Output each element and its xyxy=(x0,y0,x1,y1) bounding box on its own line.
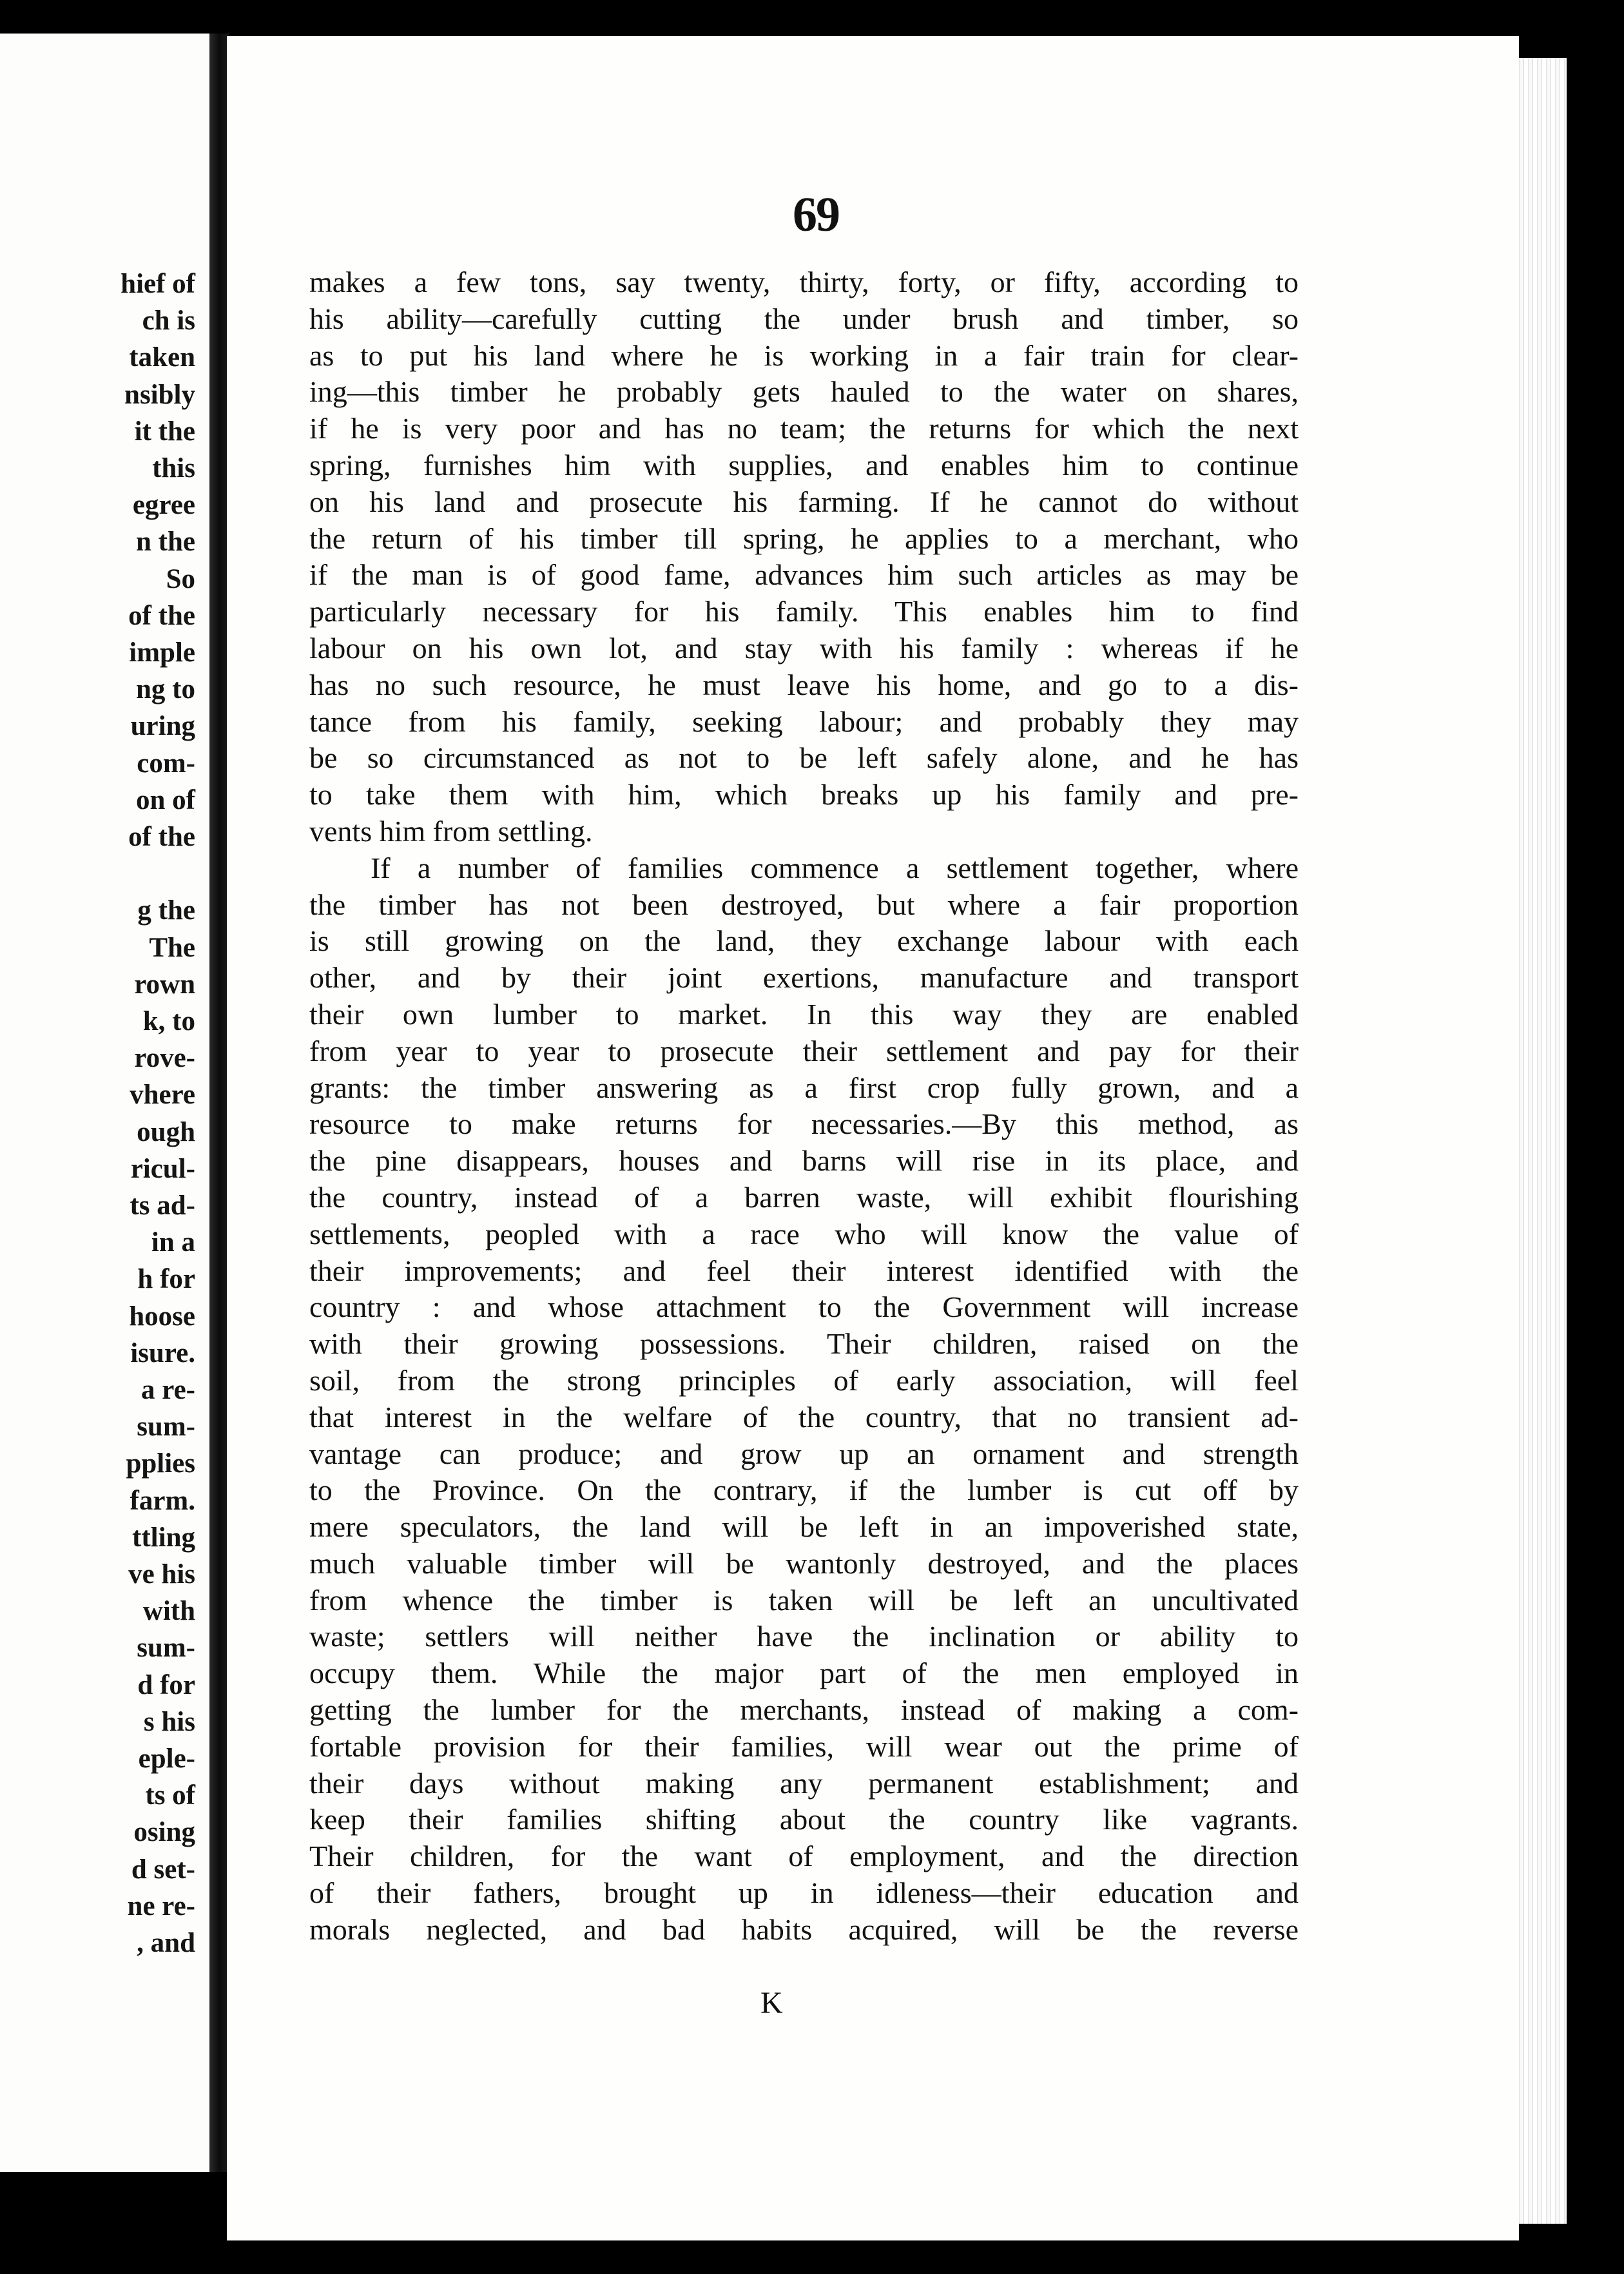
text-line: soil, from the strong principles of early association, will feel xyxy=(309,1363,1299,1397)
previous-page-line-fragment: n the xyxy=(136,527,195,558)
previous-page-line-fragment: uring xyxy=(130,711,195,742)
text-line: the timber has not been destroyed, but where a fair proportion xyxy=(309,888,1299,921)
previous-page-line-fragment: eple- xyxy=(138,1744,195,1774)
previous-page-line-fragment: The xyxy=(149,932,195,963)
previous-page-line-fragment: osing xyxy=(133,1817,195,1848)
text-line: getting the lumber for the merchants, instead of making a com- xyxy=(309,1693,1299,1727)
text-line: be so circumstanced as not to be left safely alone, and he has xyxy=(309,741,1299,775)
book-gutter xyxy=(209,34,229,2172)
text-line: their improvements; and feel their interest identified with the xyxy=(309,1254,1299,1287)
text-line: from whence the timber is taken will be left an uncultivated xyxy=(309,1583,1299,1617)
text-line: makes a few tons, say twenty, thirty, forty, or fifty, according to xyxy=(309,266,1299,298)
text-line: if he is very poor and has no team; the returns for which the next xyxy=(309,412,1299,445)
text-line: tance from his family, seeking labour; and probably they may xyxy=(309,705,1299,738)
text-line: ing—this timber he probably gets hauled to the water on shares, xyxy=(309,375,1299,409)
text-line: on his land and prosecute his farming. If he cannot do without xyxy=(309,485,1299,518)
previous-page-line-fragment: hoose xyxy=(129,1301,195,1332)
text-line: other, and by their joint exertions, manufacture and transport xyxy=(309,961,1299,995)
previous-page-line-fragment: com- xyxy=(137,748,195,779)
text-line: waste; settlers will neither have the inclination or ability to xyxy=(309,1620,1299,1653)
text-line: from year to year to prosecute their settlement and pay for their xyxy=(309,1034,1299,1067)
previous-page-line-fragment: d set- xyxy=(131,1854,195,1885)
text-line: much valuable timber will be wantonly destroyed, and the places xyxy=(309,1546,1299,1580)
text-line: grants: the timber answering as a first crop fully grown, and a xyxy=(309,1071,1299,1104)
previous-page-line-fragment: in a xyxy=(151,1227,195,1258)
text-line: spring, furnishes him with supplies, and enables him to continue xyxy=(309,448,1299,481)
text-line: keep their families shifting about the country like vagrants. xyxy=(309,1803,1299,1836)
text-line: the return of his timber till spring, he applies to a merchant, who xyxy=(309,521,1299,555)
text-line: their days without making any permanent establishment; and xyxy=(309,1766,1299,1800)
text-line: If a number of families commence a settlement together, where xyxy=(371,851,1299,884)
previous-page-line-fragment: taken xyxy=(129,342,195,373)
text-line: country : and whose attachment to the Government will increase xyxy=(309,1290,1299,1324)
text-line: the country, instead of a barren waste, will exhibit flourishing xyxy=(309,1180,1299,1214)
text-line: labour on his own lot, and stay with his family : whereas if he xyxy=(309,631,1299,665)
text-line: particularly necessary for his family. This enables him to find xyxy=(309,595,1299,628)
previous-page-line-fragment: ts of xyxy=(145,1780,195,1811)
text-line: fortable provision for their families, will wear out the prime of xyxy=(309,1729,1299,1763)
previous-page-line-fragment: egree xyxy=(132,490,195,521)
text-line: as to put his land where he is working in a fair train for clear- xyxy=(309,338,1299,372)
previous-page-line-fragment: ough xyxy=(137,1116,195,1147)
previous-page-line-fragment: a re- xyxy=(141,1375,195,1405)
previous-page-line-fragment: isure. xyxy=(130,1337,195,1368)
page-edges xyxy=(1513,58,1567,2224)
page-body-text xyxy=(309,264,1299,1948)
previous-page-line-fragment: s his xyxy=(143,1706,195,1737)
previous-page-line-fragment: nsibly xyxy=(124,379,195,410)
text-line: has no such resource, he must leave his home, and go to a dis- xyxy=(309,668,1299,701)
previous-page-line-fragment: sum- xyxy=(137,1412,195,1443)
text-line: that interest in the welfare of the country, that no transient ad- xyxy=(309,1400,1299,1433)
previous-page-line-fragment: k, to xyxy=(142,1006,195,1036)
previous-page-line-fragment: ch is xyxy=(142,306,195,336)
previous-page-line-fragment: ve his xyxy=(128,1559,195,1589)
previous-page-line-fragment: imple xyxy=(129,637,195,668)
previous-page-line-fragment: with xyxy=(142,1596,195,1627)
previous-page-line-fragment: vhere xyxy=(130,1080,195,1111)
text-line: occupy them. While the major part of the men employed in xyxy=(309,1657,1299,1690)
previous-page-line-fragment: ttling xyxy=(132,1522,195,1553)
previous-page-line-fragment: ricul- xyxy=(130,1153,195,1184)
previous-page-line-fragment: , and xyxy=(137,1928,195,1958)
previous-page-fragment xyxy=(0,34,209,2172)
previous-page-line-fragment: rove- xyxy=(134,1043,195,1074)
text-line: vantage can produce; and grow up an ornament and strength xyxy=(309,1437,1299,1470)
previous-page-line-fragment: sum- xyxy=(137,1633,195,1664)
previous-page-line-fragment: So xyxy=(166,563,195,594)
previous-page-line-fragment: farm. xyxy=(130,1485,195,1516)
text-line: is still growing on the land, they exchange labour with each xyxy=(309,924,1299,958)
previous-page-line-fragment: rown xyxy=(134,969,195,1000)
text-line: morals neglected, and bad habits acquired, will be the reverse xyxy=(309,1912,1299,1946)
previous-page-line-fragment: ts ad- xyxy=(130,1190,195,1221)
text-line: vents him from settling. xyxy=(309,814,593,848)
previous-page-line-fragment: on of xyxy=(136,784,195,815)
text-line: resource to make returns for necessaries.—By this method, as xyxy=(309,1107,1299,1141)
previous-page-line-fragment: ng to xyxy=(136,674,195,705)
text-line: their own lumber to market. In this way they are enabled xyxy=(309,997,1299,1031)
previous-page-line-fragment: of the xyxy=(128,822,195,852)
signature-mark: K xyxy=(760,1986,783,2020)
previous-page-line-fragment: d for xyxy=(137,1669,195,1700)
text-line: to the Province. On the contrary, if the lumber is cut off by xyxy=(309,1473,1299,1507)
text-line: if the man is of good fame, advances him such articles as may be xyxy=(309,558,1299,592)
page-number: 69 xyxy=(793,188,839,242)
text-line: of their fathers, brought up in idleness—their education and xyxy=(309,1876,1299,1910)
text-line: to take them with him, which breaks up his family and pre- xyxy=(309,778,1299,811)
text-line: Their children, for the want of employment, and the direction xyxy=(309,1840,1299,1873)
previous-page-line-fragment: this xyxy=(152,453,195,483)
text-line: his ability—carefully cutting the under brush and timber, so xyxy=(309,302,1299,335)
previous-page-line-fragment: g the xyxy=(137,895,195,926)
previous-page-line-fragment: hief of xyxy=(121,269,195,299)
text-line: with their growing possessions. Their children, raised on the xyxy=(309,1327,1299,1361)
text-line: settlements, peopled with a race who will know the value of xyxy=(309,1217,1299,1250)
previous-page-line-fragment: of the xyxy=(128,600,195,631)
text-line: the pine disappears, houses and barns will rise in its place, and xyxy=(309,1144,1299,1178)
text-line: mere speculators, the land will be left in an impoverished state, xyxy=(309,1510,1299,1544)
previous-page-line-fragment: it the xyxy=(134,416,195,447)
previous-page-line-fragment: ne re- xyxy=(127,1890,195,1921)
previous-page-line-fragment: h for xyxy=(137,1264,195,1295)
previous-page-line-fragment: pplies xyxy=(126,1448,195,1479)
